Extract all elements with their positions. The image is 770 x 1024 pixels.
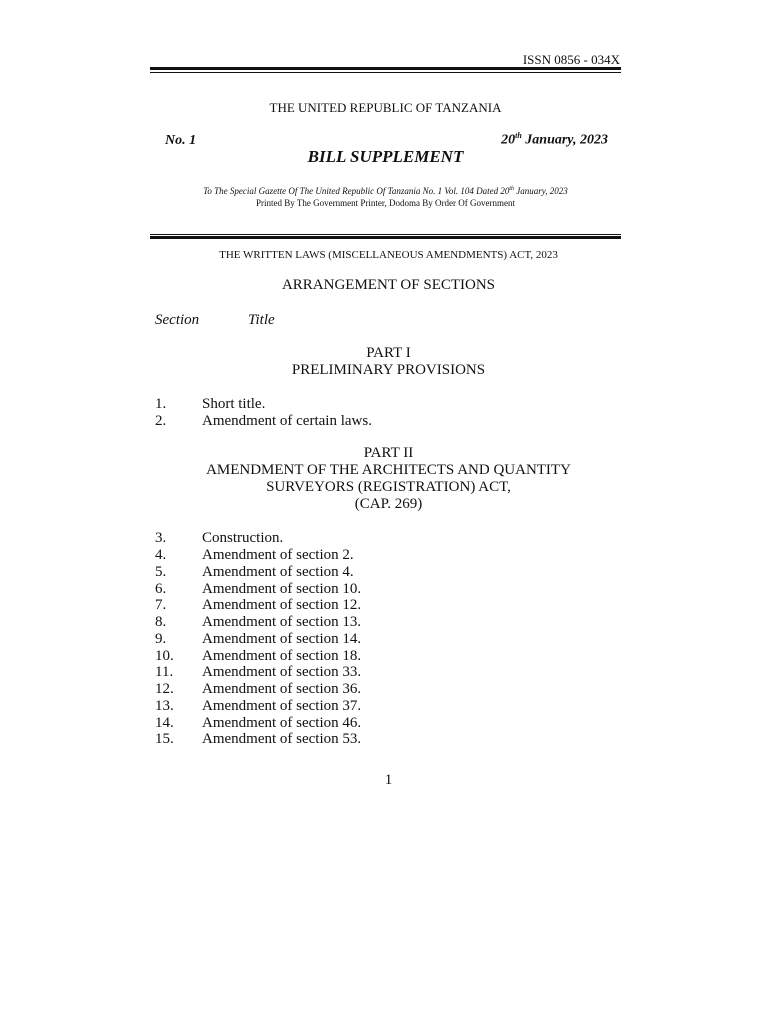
part2-heading-line3: (CAP. 269) (354, 496, 423, 512)
column-section-label: Section (155, 312, 200, 328)
bill-supplement-title: BILL SUPPLEMENT (307, 147, 464, 166)
republic-heading: THE UNITED REPUBLIC OF TANZANIA (269, 100, 502, 115)
part2-heading-line1: AMENDMENT OF THE ARCHITECTS AND QUANTITY (206, 462, 571, 478)
printer-line: Printed By The Government Printer, Dodoma By Order Of Government (256, 198, 515, 208)
part1-heading: PRELIMINARY PROVISIONS (291, 362, 486, 378)
issn-number: ISSN 0856 - 034X (522, 52, 620, 67)
part1-label: PART I (366, 345, 411, 361)
supplement-number: No. 1 (165, 133, 197, 148)
header-rule-thin (150, 72, 621, 73)
supplement-date: 20th January, 2023 (501, 131, 608, 148)
section-rule-thin (150, 234, 621, 235)
part2-label: PART II (363, 445, 414, 461)
act-title: THE WRITTEN LAWS (MISCELLANEOUS AMENDMENTS) ACT, 2023 (219, 249, 558, 261)
arrangement-heading: ARRANGEMENT OF SECTIONS (281, 277, 496, 293)
part2-heading-line2: SURVEYORS (REGISTRATION) ACT, (266, 479, 511, 495)
page-number: 1 (384, 772, 393, 788)
column-title-label: Title (248, 312, 275, 328)
gazette-reference: To The Special Gazette Of The United Republic Of Tanzania No. 1 Vol. 104 Dated 20th January, 2023 (203, 186, 568, 196)
header-rule-thick (150, 67, 621, 70)
section-rule-thick (150, 236, 621, 239)
